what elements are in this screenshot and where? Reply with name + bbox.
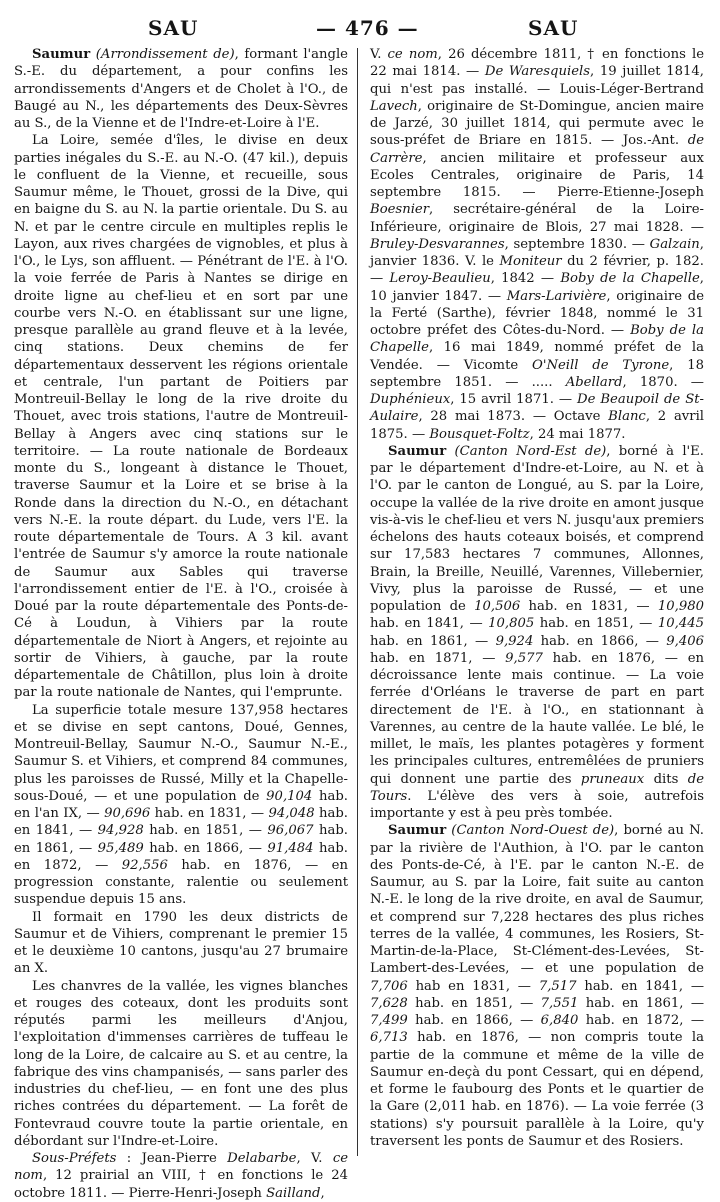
entry-subtitle: (Canton Nord-Ouest de) [446, 823, 615, 839]
paragraph-economy: Les chanvres de la vallée, les vignes blanches et rouges des coteaux, dont les produits sont réputés parmi les meilleurs d'Anjou, l'exploitation d'immenses carrières de tuffeau le long de la Loire, de calcaire au S. et au centre, la fabrique des vins champanisés, — sans parler des industries du chef-lieu, — en font une des plus riches contrées du département. — La forêt de Fontevraud couvre toute la partie orientale, en débordant sur l'Indre-et-Loire. [14, 978, 348, 1149]
paragraph-sous-prefets: Sous-Préfets : Jean-Pierre Delabarbe, V. ce nom, 12 prairial an VIII, † en fonctions le 24 octobre 1811. — Pierre-Henri-Joseph Sailland, [14, 1151, 349, 1201]
header-left-keyword: SAU [148, 16, 199, 40]
entry-canton-nord-ouest: Saumur (Canton Nord-Ouest de), borné au N. par la rivière de l'Authion, à l'O. par le canton des Ponts-de-Cé, à l'E. par le canton N.-E. de Saumur, au S. par la Loire, fait suite au canton N.-E. le long de la rive droite, en aval de Saumur, et comprend sur 7,228 hectares des plus riches terres de la vallée, 4 communes, les Rosiers, St-Martin-de-la-Place, St-Clément-des-Levées, St-Lambert-des-Levées, — et une population de 7,706 hab en 1831, — 7,517 hab. en 1841, — 7,628 hab. en 1851, — 7,551 hab. en 1861, — 7,499 hab. en 1866, — 6,840 hab. en 1872, — 6,713 hab. en 1876, — non compris toute la partie de la commune et même de la ville de Saumur en-deçà du pont Cessart, qui en dépend, et forme le faubourg des Ponts et le quartier de la Gare (2,011 hab. en 1876). — La voie ferrée (3 stations) s'y poursuit parallèle à la Loire, qu'y traversent les ponts de Saumur et des Rosiers. [370, 823, 705, 1149]
paragraph-sous-prefets-continued: V. ce nom, 26 décembre 1811, † en fonctions le 22 mai 1814. — De Waresquiels, 19 juillet 1814, qui n'est pas installé. — Louis-Léger-Bertrand Lavech, originaire de St-Domingue, ancien maire de Jarzé, 30 juillet 1814, qui permute avec le sous-préfet de Briare en 1815. — Jos.-Ant. de Carrère, ancien militaire et professeur aux Ecoles Centrales, originaire de Paris, 14 septembre 1815. — Pierre-Etienne-Joseph Boesnier, secrétaire-général de la Loire-Inférieure, originaire de Blois, 27 mai 1828. — Bruley-Desvarannes, septembre 1830. — Galzain, janvier 1836. V. le Moniteur du 2 février, p. 182. — Leroy-Beaulieu, 1842 — Boby de la Chapelle, 10 janvier 1847. — Mars-Larivière, originaire de la Ferté (Sarthe), février 1848, nommé le 31 octobre préfet des Côtes-du-Nord. — Boby de la Chapelle, 16 mai 1849, nommé préfet de la Vendée. — Vicomte O'Neill de Tyrone, 18 septembre 1851. — ..... Abellard, 1870. — Duphénieux, 15 avril 1871. — De Beaupoil de St-Aulaire, 28 mai 1873. — Octave Blanc, 2 avril 1875. — Bousquet-Foltz, 24 mai 1877. [370, 47, 705, 442]
entry-subtitle: (Arrondissement de) [90, 47, 235, 62]
entry-canton-nord-est: Saumur (Canton Nord-Est de), borné à l'E. par le département d'Indre-et-Loire, au N. et à l'O. par le canton de Longué, au S. par la Loire, occupe la vallée de la rive droite en amont jusque vis-à-vis le chef-lieu et vers N. jusqu'aux premiers échelons des hauts coteaux boisés, et comprend sur 17,583 hectares 7 communes, Allonnes, Brain, la Breille, Neuillé, Varennes, Villebernier, Vivy, plus la paroisse de Russé, — et une population de 10,506 hab. en 1831, — 10,980 hab. en 1841, — 10,805 hab. en 1851, — 10,445 hab. en 1861, — 9,924 hab. en 1866, — 9,406 hab. en 1871, — 9,577 hab. en 1876, — en décroissance lente mais continue. — La voie ferrée d'Orléans le traverse de part en part directement de l'E. à l'O., en stationnant à Varennes, au centre de la haute vallée. Le blé, le millet, le maïs, les plantes potagères y forment les principales cultures, entremêlées de pruniers qui donnent une partie des pruneaux dits de Tours. L'élève des vers à soie, autrefois importante y est à peu près tombée. [370, 443, 705, 821]
right-column [370, 46, 704, 1158]
running-header [0, 14, 720, 44]
page-number: — 476 — [316, 16, 419, 40]
paragraph-population: La superficie totale mesure 137,958 hectares et se divise en sept cantons, Doué, Gennes, Montreuil-Bellay, Saumur N.-O., Saumur N.-E., Saumur S. et Vihiers, et comprend 84 communes, plus les paroisses de Russé, Milly et la Chapelle-sous-Doué, — et une population de 90,104 hab. en l'an IX, — 90,696 hab. en 1831, — 94,048 hab. en 1841, — 94,928 hab. en 1851, — 96,067 hab. en 1861, — 95,489 hab. en 1866, — 91,484 hab. en 1872, — 92,556 hab. en 1876, — en progression constante, ralentie ou seulement suspendue depuis 15 ans. [14, 702, 349, 908]
entry-headword: Saumur [388, 823, 447, 839]
left-column [14, 46, 349, 1201]
entry-arrondissement-intro: Saumur (Arrondissement de), formant l'angle S.-E. du département, a pour confins les arrondissements d'Angers et de Cholet à l'O., de Baugé au N., les départements des Deux-Sèvres au S., de la Vienne et de l'Indre-et-Loire à l'E. [14, 47, 348, 131]
column-divider [357, 48, 358, 1156]
entry-headword: Saumur [388, 443, 447, 459]
header-right-keyword: SAU [528, 16, 579, 40]
paragraph-hydrography: La Loire, semée d'îles, le divise en deux parties inégales du S.-E. au N.-O. (47 kil.), depuis le confluent de la Vienne, et recueille, sous Saumur même, le Thouet, grossi de la Dive, qui en baigne du S. au N. la partie orientale. Du S. au N. et par le centre circule en multiples replis le Layon, aux rives chargées de vignobles, et plus à l'O., le Lys, son affluent. — Pénétrant de l'E. à l'O. la voie ferrée de Paris à Nantes se dirige en droite ligne au chef-lieu et en sort par une courbe vers N.-O. en établissant sur une ligne, presque parallèle au grand fleuve et à la levée, cinq stations. Deux chemins de fer départementaux desservent les régions orientale et centrale, l'un partant de Poitiers par Montreuil-Bellay le long de la rive droite du Thouet, avec trois stations, l'autre de Montreuil-Bellay à Angers avec cinq stations sur le territoire. — La route nationale de Bordeaux monte du S., longeant à distance le Thouet, traverse Saumur et la Loire et se brise à la Ronde dans la direction du N.-O., en détachant vers N.-E. la route départ. du Lude, vers l'E. la route départementale de Tours. A 3 kil. avant l'entrée de Saumur s'y amorce la route nationale de Saumur aux Sables qui traverse l'arrondissement entier de l'E. à l'O., croisée à Doué par la route départementale des Ponts-de-Cé à Loudun, à Vihiers par la route départementale de Niort à Angers, et rejointe au sortir de Vihiers, à gauche, par la route départementale de Châtillon, plus loin à droite par la route nationale de Nantes, qui l'emprunte. [14, 133, 348, 701]
paragraph-history: Il formait en 1790 les deux districts de Saumur et de Vihiers, comprenant le premier 15 et le deuxième 10 cantons, jusqu'au 27 brumaire an X. [14, 909, 348, 977]
entry-subtitle: (Canton Nord-Est de) [446, 443, 607, 459]
entry-headword: Saumur [32, 47, 91, 62]
